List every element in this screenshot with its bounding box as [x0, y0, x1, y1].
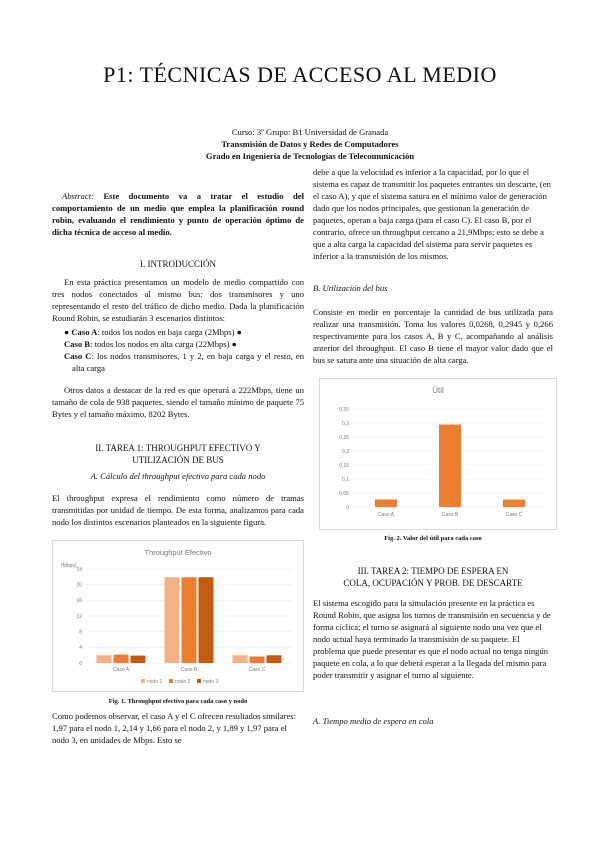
y-tick-label: 0,25 [339, 434, 349, 441]
y-axis-label: (Mbps) [61, 563, 77, 569]
scenario-item: ● Caso A: todos los nodos en baja carga (2Mbps) ● [64, 327, 242, 337]
abstract [52, 190, 304, 238]
bar-nodo-1 [97, 655, 112, 663]
network-data-paragraph: Otros datos a destacar de la red es que operará a 222Mbps, tiene un tamaño de cola de 938 paquetes, siendo el tamaño mínimo de paquete 75 Bytes y el tamaño máximo, 8202 Bytes. [52, 385, 304, 419]
y-tick-label: 0,35 [339, 406, 349, 413]
y-tick-label: 16 [76, 598, 82, 605]
bar-nodo-2 [114, 655, 129, 663]
subsection-2a-heading: A. Cálculo del throughput efectivo para cada nodo [90, 471, 266, 481]
intro-paragraph: En esta práctica presentamos un modelo de medio compartido con tres nodos conectados al mismo bus: dos transmisores y uno representando el resto del tráfico de dicho medio. Dada la planificación Round Robin, se estudiarán 3 escenarios distintos: [52, 277, 304, 323]
bus-usage-paragraph: Consiste en medir en porcentaje la cantidad de bus utilizada para realizar una transmisión. Toma los valores 0,0268, 0,2945 y 0,266 respectivamente para los casos A, B y C, acompañando al análisis anterior del throughput. El caso B tiene el mayor valor dado que el bus se satura ante una situación de alta carga. [313, 307, 553, 365]
section-3-heading: III. TAREA 2: TIEMPO DE ESPERA EN COLA, OCUPACIÓN Y PROB. DE DESCARTE [343, 566, 523, 588]
scenario-item: Caso B: todos los nodos en alta carga (22Mbps) ● [64, 339, 237, 349]
abstract-text: Este documento va a tratar el estudio del comportamiento de un medio que emplea la planificación round robin, evaluando el rendimiento y punto de operación óptimo de dicha técnica de acceso al medio. [52, 191, 304, 237]
y-tick-label: 8 [79, 629, 82, 636]
x-tick-label: Caso C [248, 667, 266, 673]
chart-title: Throughput Efectivo [144, 548, 212, 557]
throughput-analysis: Como podemos observar, el caso A y el C ofrecen resultados similares: 1,97 para el nodo 1, 2,14 y 1,66 para el nodo 2, y 1,89 y 1,97 para el nodo 3, en unidades de Mbps. Esto se [52, 711, 297, 745]
y-tick-label: 12 [76, 613, 82, 620]
legend-swatch [141, 679, 145, 683]
subsection-3a-heading: A. Tiempo medio de espera en cola [313, 716, 434, 726]
subject-line: Transmisión de Datos y Redes de Computadores [221, 139, 399, 149]
legend-swatch [197, 679, 201, 683]
legend-label: nodo 2 [175, 678, 191, 685]
y-tick-label: 0,3 [342, 420, 349, 427]
course-line: Curso: 3º Grupo: B1 Universidad de Granada [231, 127, 389, 137]
util-chart [319, 378, 557, 530]
round-robin-paragraph: El sistema escogido para la simulación presente en la práctica es Round Robin, que asigna los turnos de transmisión en secuencia y de forma cíclica; el turno se asignará al siguiente nodo una vez que el nodo actual haya terminado la transmisión de su paquete. El problema que puede presentar es que el nodo actual no tenga ningún paquete en cola, a lo que deberá esperar a la llegada del mismo para poder transmitir y asignar el turno al siguiente. [313, 598, 551, 680]
bar-nodo-2 [182, 577, 197, 663]
y-tick-label: 24 [76, 566, 82, 573]
x-tick-label: Caso A [377, 512, 395, 518]
y-tick-label: 0,2 [342, 448, 349, 455]
bar-nodo-3 [267, 655, 282, 663]
left-column [52, 190, 304, 746]
bar-nodo-3 [131, 656, 146, 663]
legend-swatch [169, 679, 173, 683]
legend-label: nodo 1 [147, 678, 163, 685]
bar-nodo-1 [165, 577, 180, 663]
right-column [313, 166, 553, 727]
x-tick-label: Caso A [112, 667, 130, 673]
page-title: P1: TÉCNICAS DE ACCESO AL MEDIO [103, 62, 497, 87]
x-tick-label: Caso B [180, 667, 198, 673]
x-tick-label: Caso B [441, 512, 459, 518]
author-block [60, 126, 560, 162]
y-tick-label: 0 [79, 660, 82, 667]
section-1-heading: I. INTRODUCCIÓN [140, 259, 216, 269]
abstract-label: Abstract: [62, 191, 94, 201]
y-tick-label: 0 [346, 504, 349, 511]
throughput-chart [52, 540, 304, 692]
x-tick-label: Caso C [505, 512, 523, 518]
bar [439, 425, 461, 507]
figure-2-caption: Fig. 2. Valor del útil para cada caso [384, 535, 482, 542]
degree-line: Grado en Ingeniería de Tecnologías de Telecomunicación [205, 151, 415, 161]
scenario-item: Caso C: los nodos transmisores, 1 y 2, en baja carga y el resto, en alta carga [64, 351, 305, 373]
throughput-paragraph: El throughput expresa el rendimiento como número de tramas transmitidas por unidad de tiempo. De esta forma, analizamos para cada nodo los distintos escenarios planteados en la siguiente figura. [52, 493, 304, 527]
y-tick-label: 4 [79, 645, 82, 652]
bar-nodo-3 [199, 577, 214, 663]
bar [503, 500, 525, 507]
y-tick-label: 0,05 [339, 490, 349, 497]
y-tick-label: 20 [76, 582, 82, 589]
y-tick-label: 0,15 [339, 462, 349, 469]
y-tick-label: 0,1 [342, 476, 349, 483]
chart-title: Útil [432, 386, 444, 395]
throughput-analysis-continued: debe a que la velocidad es inferior a la capacidad, por lo que el sistema es capaz de transmitir los paquetes entrantes sin descarte, (en el caso A), y que el sistema satura en el mínimo valor de generación dado que los nodos principales, que gestionan la generación de paquetes, operan a baja carga (para el caso C). El caso B, por el contrario, ofrece un throughput cercano a 21,9Mbps; esto se debe a que a alta carga la capacidad del sistema para servir paquetes es inferior a la transmisión de los mismos. [313, 167, 551, 261]
bar-nodo-2 [250, 656, 265, 663]
section-2-heading: II. TAREA 1: THROUGHPUT EFECTIVO Y UTILIZACIÓN DE BUS [95, 443, 261, 465]
subsection-2b-heading: B. Utilización del bus [313, 283, 388, 293]
figure-1-caption: Fig. 1. Throughput efectivo para cada caso y nodo [108, 698, 248, 705]
scenario-list [52, 326, 304, 374]
legend-label: nodo 3 [203, 678, 219, 685]
bar [375, 499, 397, 507]
bar-nodo-1 [233, 655, 248, 663]
